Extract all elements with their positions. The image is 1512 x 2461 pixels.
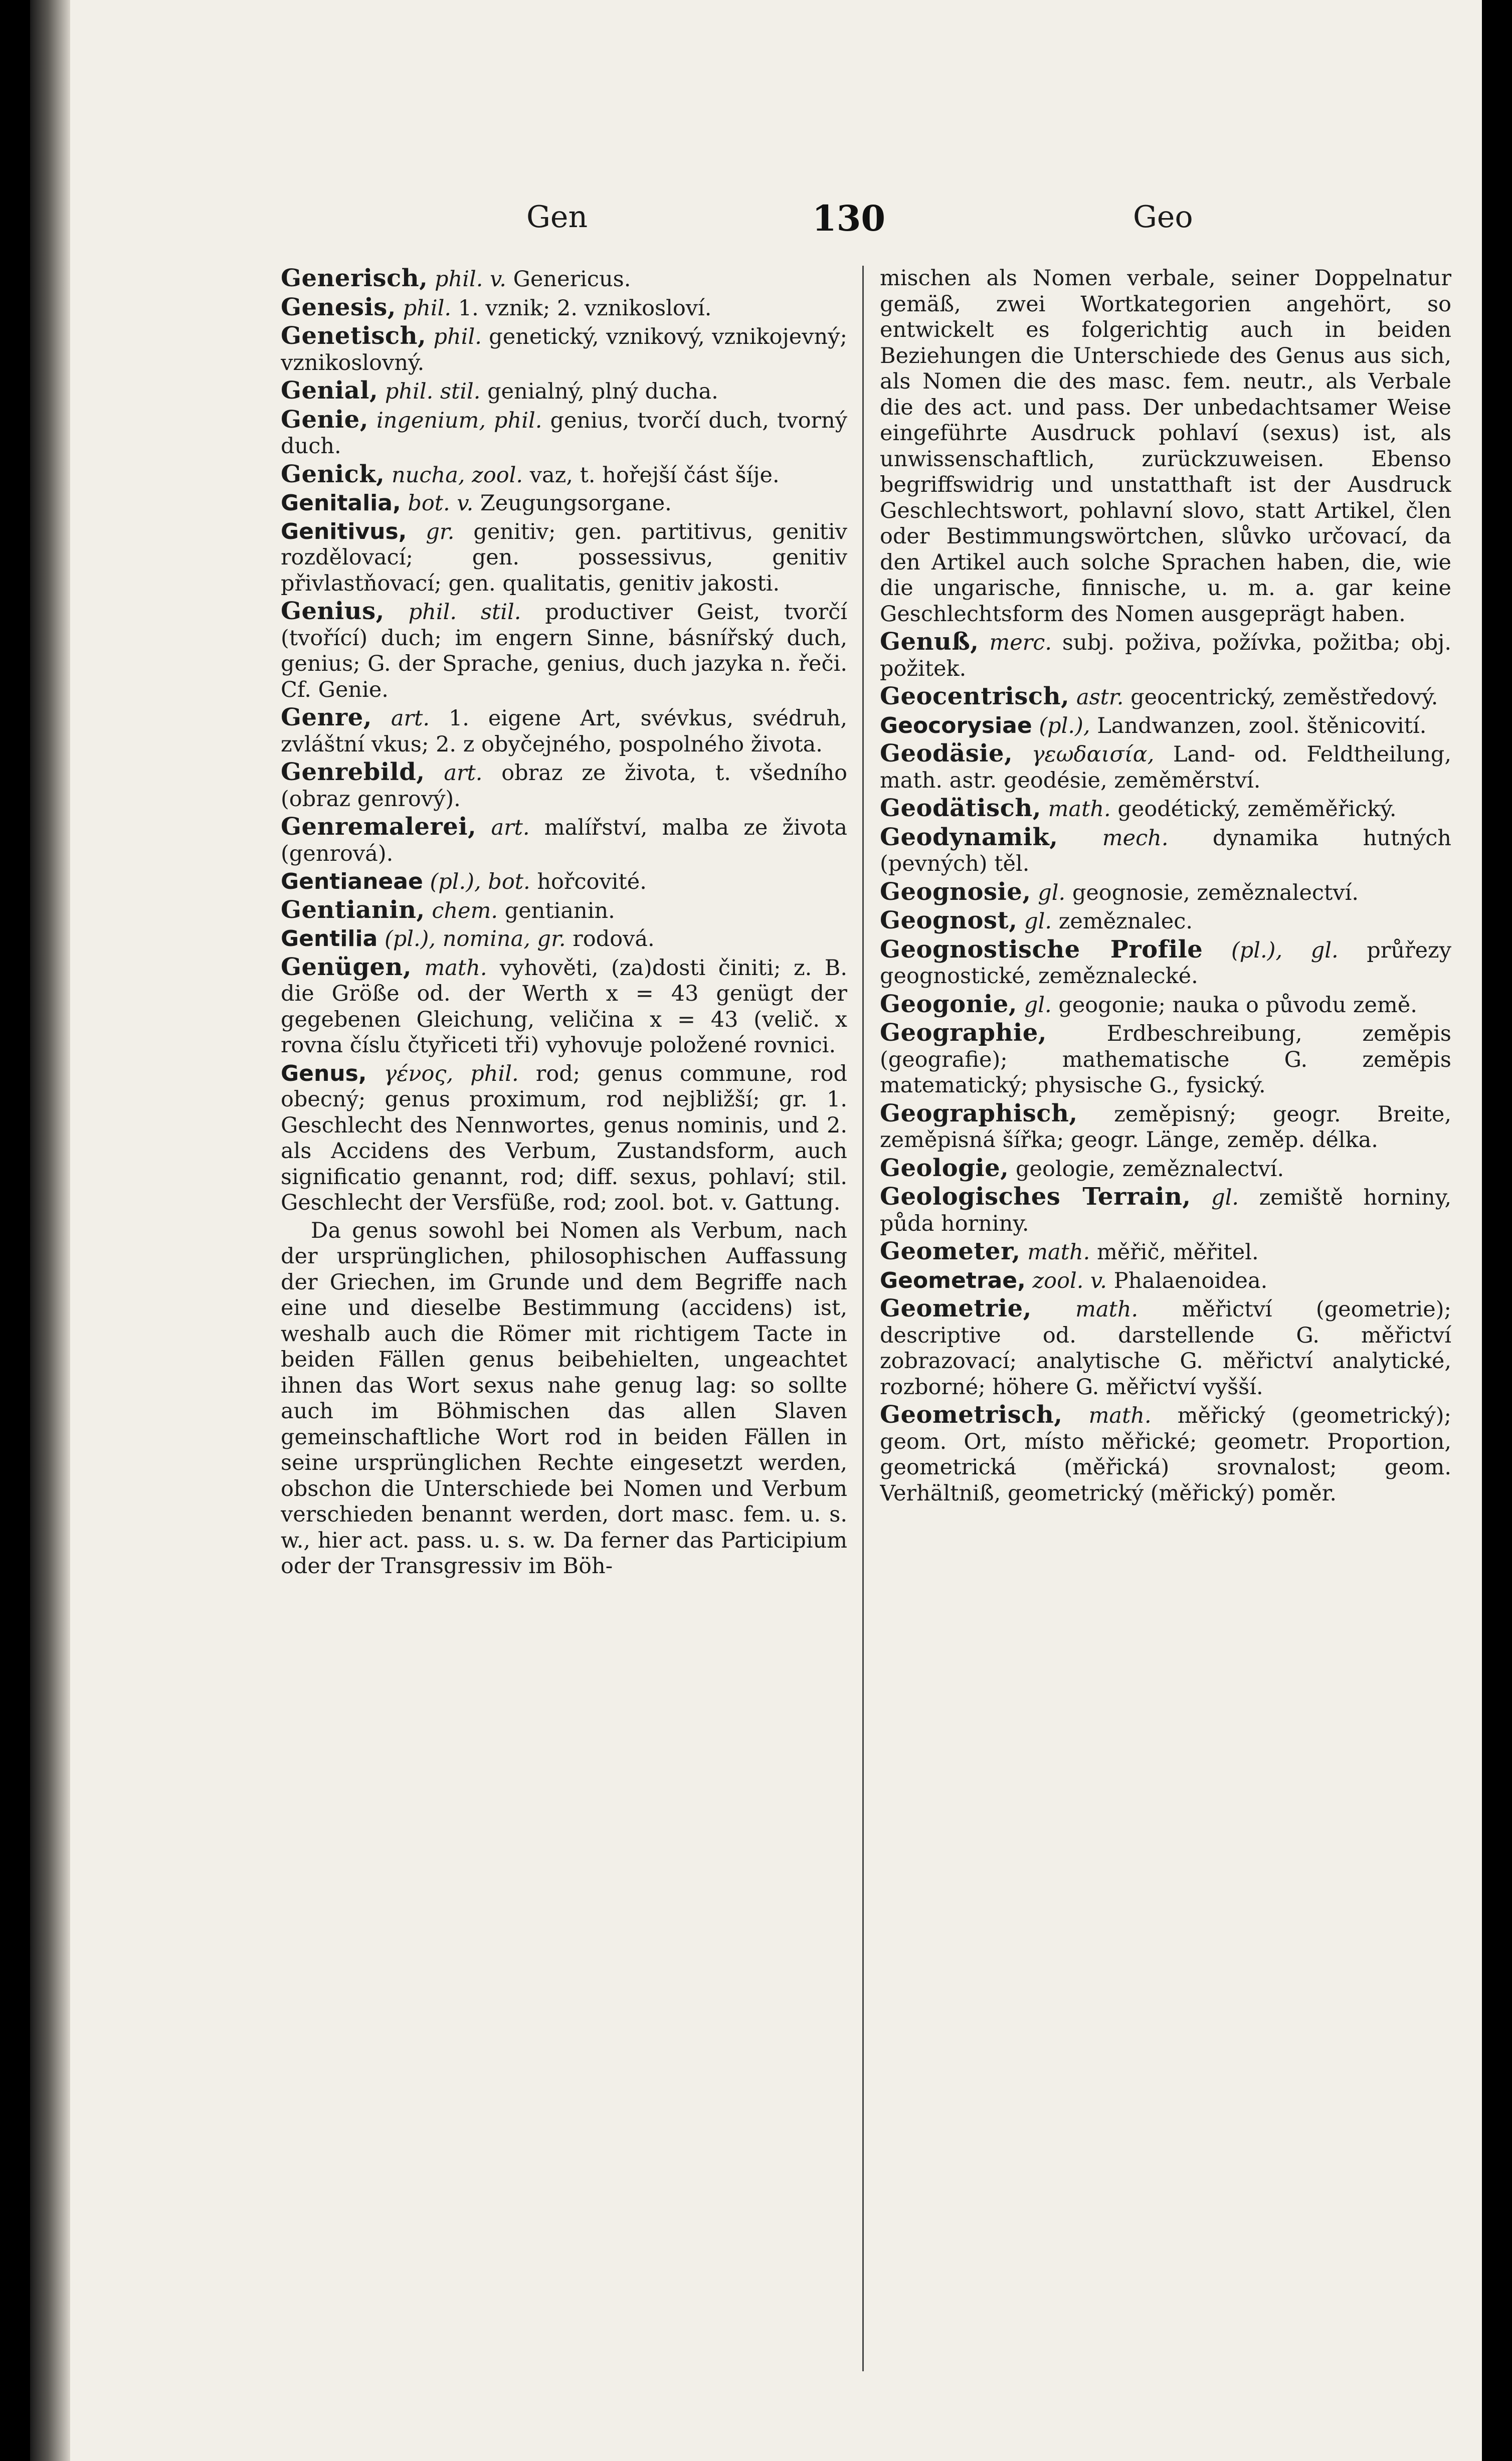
left-column	[281, 266, 847, 2386]
entry-definition: Zeugungsorgane.	[480, 491, 672, 516]
entry-headword: Genügen,	[281, 953, 412, 981]
entry-definition: genetický, vznikový, vznikojevný; vznikoslovný.	[281, 324, 847, 375]
entry-definition: zeměznalec.	[1058, 909, 1193, 934]
dictionary-entry	[880, 1156, 1451, 1183]
dictionary-entry	[880, 908, 1451, 935]
dictionary-entry	[281, 295, 847, 322]
entry-headword: Genrebild,	[281, 758, 425, 786]
entry-definition: vaz, t. hořejší část šíje.	[529, 462, 780, 488]
dictionary-entry	[281, 926, 847, 953]
entry-label: ingenium, phil.	[376, 408, 542, 433]
entry-headword: Geometrie,	[880, 1294, 1032, 1322]
dictionary-entry	[281, 378, 847, 405]
entry-definition: Phalaenoidea.	[1113, 1268, 1268, 1293]
right-column	[880, 266, 1451, 2386]
entry-definition: geognosie, zeměznalectví.	[1072, 880, 1359, 905]
dictionary-entry	[281, 599, 847, 703]
entry-label: merc.	[989, 630, 1052, 655]
entry-headword: Genitivus,	[281, 518, 407, 544]
header-left-guideword: Gen	[526, 200, 588, 235]
dictionary-entry	[281, 955, 847, 1059]
entry-headword: Geometrisch,	[880, 1401, 1063, 1429]
entry-headword: Geognost,	[880, 906, 1018, 934]
entry-headword: Genus,	[281, 1060, 367, 1086]
entry-label: (pl.), gl.	[1231, 937, 1339, 963]
page-header	[30, 200, 1482, 255]
entry-definition: malířství, malba ze života (genrová).	[281, 815, 847, 866]
dictionary-entry	[281, 490, 847, 517]
entry-label: chem.	[432, 898, 498, 923]
entry-definition: gentianin.	[504, 898, 615, 923]
dictionary-entry	[880, 825, 1451, 877]
dictionary-entry	[880, 1101, 1451, 1154]
dictionary-entry	[880, 629, 1451, 682]
entry-label: math.	[424, 955, 487, 981]
entry-definition: vyhověti, (za)dosti činiti; z. B. die Größe od. der Werth x = 43 genügt der gegebenen Gleichung, veličina x = 43 (velič. x rovna číslu čtyřiceti tři) vyhovuje položené rovnici.	[281, 955, 847, 1058]
entry-label: art.	[444, 761, 483, 786]
entry-label: art.	[391, 706, 430, 731]
entry-label: γένος, phil.	[384, 1061, 519, 1086]
entry-definition: Land- od. Feldtheilung, math. astr. geodésie, zeměměrství.	[880, 742, 1451, 793]
entry-definition: obraz ze života, t. všedního (obraz genrový).	[281, 761, 847, 812]
entry-headword: Genial,	[281, 376, 379, 405]
entry-definition: geocentrický, zeměstředový.	[1130, 685, 1438, 710]
entry-definition: zeměpisný; geogr. Breite, zeměpisná šířka; geogr. Länge, zeměp. délka.	[880, 1101, 1451, 1153]
entry-label: gl.	[1024, 909, 1052, 934]
entry-headword: Genuß,	[880, 628, 979, 656]
entry-headword: Geognostische Profile	[880, 935, 1203, 964]
header-right-guideword: Geo	[1133, 200, 1193, 235]
dictionary-entry	[281, 869, 847, 895]
entry-headword: Geometer,	[880, 1237, 1021, 1265]
dictionary-entry	[281, 407, 847, 460]
dictionary-entry	[880, 741, 1451, 794]
dictionary-entry	[281, 814, 847, 867]
entry-label: (pl.),	[1039, 713, 1090, 738]
entry-headword: Genetisch,	[281, 322, 427, 350]
dictionary-entry	[281, 266, 847, 293]
dictionary-entry	[880, 1268, 1451, 1294]
entry-label: math.	[1075, 1297, 1139, 1322]
entry-headword: Geodynamik,	[880, 823, 1058, 851]
dictionary-entry	[281, 1061, 847, 1216]
entry-definition: Genericus.	[513, 267, 631, 292]
dictionary-entry	[281, 760, 847, 812]
entry-label: phil. v.	[435, 267, 506, 292]
entry-label: phil. stil.	[408, 600, 521, 625]
entry-label: math.	[1088, 1403, 1152, 1428]
dictionary-entry	[281, 462, 847, 489]
dictionary-entry	[880, 992, 1451, 1019]
entry-label: math.	[1048, 797, 1111, 822]
entry-headword: Genitalia,	[281, 490, 401, 516]
dictionary-entry	[880, 1402, 1451, 1506]
entry-label: gl.	[1038, 880, 1066, 905]
entry-label: nucha, zool.	[392, 462, 523, 488]
dictionary-entry	[880, 1239, 1451, 1266]
entry-definition: Erdbeschreibung, zeměpis (geografie); mathematische G. zeměpis matematický; physische G., fysický.	[880, 1021, 1451, 1098]
entry-label: (pl.), bot.	[430, 869, 530, 894]
entry-label: bot. v.	[408, 491, 474, 516]
entry-definition: geogonie; nauka o původu země.	[1058, 992, 1417, 1018]
entry-headword: Genre,	[281, 703, 372, 731]
entry-definition: Landwanzen, zool. štěnicovití.	[1097, 713, 1427, 738]
entry-label: phil.	[433, 324, 482, 349]
entry-headword: Geodätisch,	[880, 794, 1041, 822]
entry-label: art.	[491, 815, 530, 840]
dictionary-entry	[281, 1218, 847, 1580]
book-binding-edge	[30, 0, 70, 2461]
entry-definition: mischen als Nomen verbale, seiner Doppelnatur gemäß, zwei Wortkategorien angehört, so entwickelt es folgerichtig auch in beiden Beziehungen die Unterschiede des Genus aus sich, als Nomen die des masc. fem. neutr., als Verbale die des act. und pass. Der unbedachtsamer Weise eingeführte Ausdruck pohlaví (sexus) ist, als unwissenschaftlich, zurückzuweisen. Ebenso begriffswidrig und unstatthaft ist der Ausdruck Geschlechtswort, pohlavní slovo, statt Artikel, člen oder Bestimmungswörtchen, slůvko určovací, da den Artikel auch solche Sprachen haben, die, wie die ungarische, finnische, u. m. a. gar keine Geschlechtsform des Nomen ausgeprägt haben.	[880, 266, 1451, 627]
entry-label: zool. v.	[1032, 1268, 1107, 1293]
entry-headword: Genesis,	[281, 293, 396, 321]
entry-label: astr.	[1076, 685, 1124, 710]
entry-definition: productiver Geist, tvorčí (tvořící) duch; im engern Sinne, básnířský duch, genius; G. der Sprache, genius, duch jazyka n. řeči. Cf. Genie.	[281, 600, 847, 702]
entry-headword: Gentilia	[281, 926, 378, 952]
entry-definition: dynamika hutných (pevných) těl.	[880, 825, 1451, 876]
entry-headword: Geologie,	[880, 1154, 1009, 1182]
entry-headword: Geographisch,	[880, 1099, 1078, 1127]
entry-headword: Gentianeae	[281, 869, 423, 894]
entry-headword: Geodäsie,	[880, 739, 1013, 768]
entry-definition: geodétický, zeměměřický.	[1117, 797, 1397, 822]
entry-definition: subj. poživa, požívka, požitba; obj. požitek.	[880, 630, 1451, 681]
entry-label: phil.	[403, 295, 452, 321]
dictionary-entry	[281, 323, 847, 376]
entry-label: (pl.), nomina, gr.	[384, 926, 566, 952]
entry-headword: Geometrae,	[880, 1267, 1026, 1293]
entry-definition: rod; genus commune, rod obecný; genus proximum, rod nejbližší; gr. 1. Geschlecht des Nennwortes, genus nominis, und 2. als Accidens des Verbum, Zustandsform, auch significatio genannt, rod; diff. sexus, pohlaví; stil. Geschlecht der Versfüße, rod; zool. bot. v. Gattung.	[281, 1061, 847, 1215]
entry-definition: měřický (geometrický); geom. Ort, místo měřické; geometr. Proportion, geometrická (měřická) srovnalost; geom. Verhältniß, geometrický (měřický) poměr.	[880, 1403, 1451, 1506]
entry-definition: genitiv; gen. partitivus, genitiv rozdělovací; gen. possessivus, genitiv přivlastňovací; gen. qualitatis, genitiv jakosti.	[281, 519, 847, 596]
entry-definition: průřezy geognostické, zeměznalecké.	[880, 937, 1451, 989]
dictionary-entry	[281, 897, 847, 924]
entry-label: γεωδαισία,	[1031, 742, 1155, 767]
dictionary-entry	[281, 519, 847, 597]
dictionary-entry	[880, 713, 1451, 739]
entry-headword: Genremalerei,	[281, 813, 477, 841]
entry-definition: Da genus sowohl bei Nomen als Verbum, nach der ursprünglichen, philosophischen Auffassung der Griechen, im Grunde und dem Begriffe nach eine und dieselbe Bestimmung (accidens) ist, weshalb auch die Römer mit richtigem Tacte in beiden Fällen genus beibehielten, ungeachtet ihnen das Wort sexus nahe genug lag: so sollte auch im Böhmischen das allen Slaven gemeinschaftliche Wort rod in beiden Fällen in seine ursprünglichen Rechte eingesetzt werden, obschon die Unterschiede bei Nomen und Verbum verschieden benannt werden, dort masc. fem. u. s. w., hier act. pass. u. s. w. Da ferner das Participium oder der Transgressiv im Böh-	[281, 1218, 847, 1579]
entry-headword: Geocentrisch,	[880, 682, 1070, 710]
dictionary-entry	[281, 705, 847, 758]
dictionary-entry	[880, 684, 1451, 711]
entry-label: gr.	[426, 519, 455, 544]
entry-label: gl.	[1024, 992, 1052, 1018]
entry-headword: Generisch,	[281, 266, 428, 292]
entry-definition: měřič, měřitel.	[1097, 1240, 1259, 1265]
entry-definition: geologie, zeměznalectví.	[1016, 1156, 1284, 1182]
dictionary-entry	[880, 796, 1451, 823]
dictionary-entry	[880, 266, 1451, 627]
entry-label: gl.	[1211, 1185, 1239, 1210]
dictionary-entry	[880, 1020, 1451, 1099]
entry-definition: měřictví (geometrie); descriptive od. darstellende G. měřictví zobrazovací; analytische G. měřictví analytické, rozborné; höhere G. měřictví vyšší.	[880, 1297, 1451, 1400]
column-divider	[862, 266, 864, 2371]
entry-headword: Geocorysiae	[880, 712, 1032, 738]
dictionary-page	[30, 0, 1482, 2461]
dictionary-entry	[880, 879, 1451, 906]
entry-headword: Gentianin,	[281, 895, 425, 924]
entry-definition: 1. eigene Art, svévkus, svédruh, zvláštní vkus; 2. z obyčejného, pospolného života.	[281, 706, 847, 757]
entry-label: math.	[1027, 1240, 1090, 1265]
dictionary-entry	[880, 1184, 1451, 1237]
entry-definition: hořcovité.	[537, 869, 647, 894]
page-number: 130	[812, 198, 886, 239]
entry-headword: Geognosie,	[880, 877, 1031, 906]
entry-headword: Geographie,	[880, 1019, 1047, 1047]
entry-definition: zemiště horniny, půda horniny.	[880, 1185, 1451, 1236]
entry-headword: Genius,	[281, 597, 385, 625]
entry-headword: Geologisches Terrain,	[880, 1183, 1191, 1211]
entry-definition: genius, tvorčí duch, tvorný duch.	[281, 408, 847, 459]
entry-headword: Geogonie,	[880, 990, 1018, 1018]
entry-headword: Genie,	[281, 405, 368, 434]
entry-label: mech.	[1102, 825, 1169, 851]
entry-label: phil. stil.	[385, 379, 481, 404]
dictionary-entry	[880, 1296, 1451, 1400]
entry-definition: rodová.	[573, 926, 655, 952]
entry-definition: genialný, plný ducha.	[487, 379, 718, 404]
dictionary-entry	[880, 937, 1451, 990]
entry-definition: 1. vznik; 2. vznikosloví.	[458, 295, 712, 321]
entry-headword: Genick,	[281, 460, 385, 488]
